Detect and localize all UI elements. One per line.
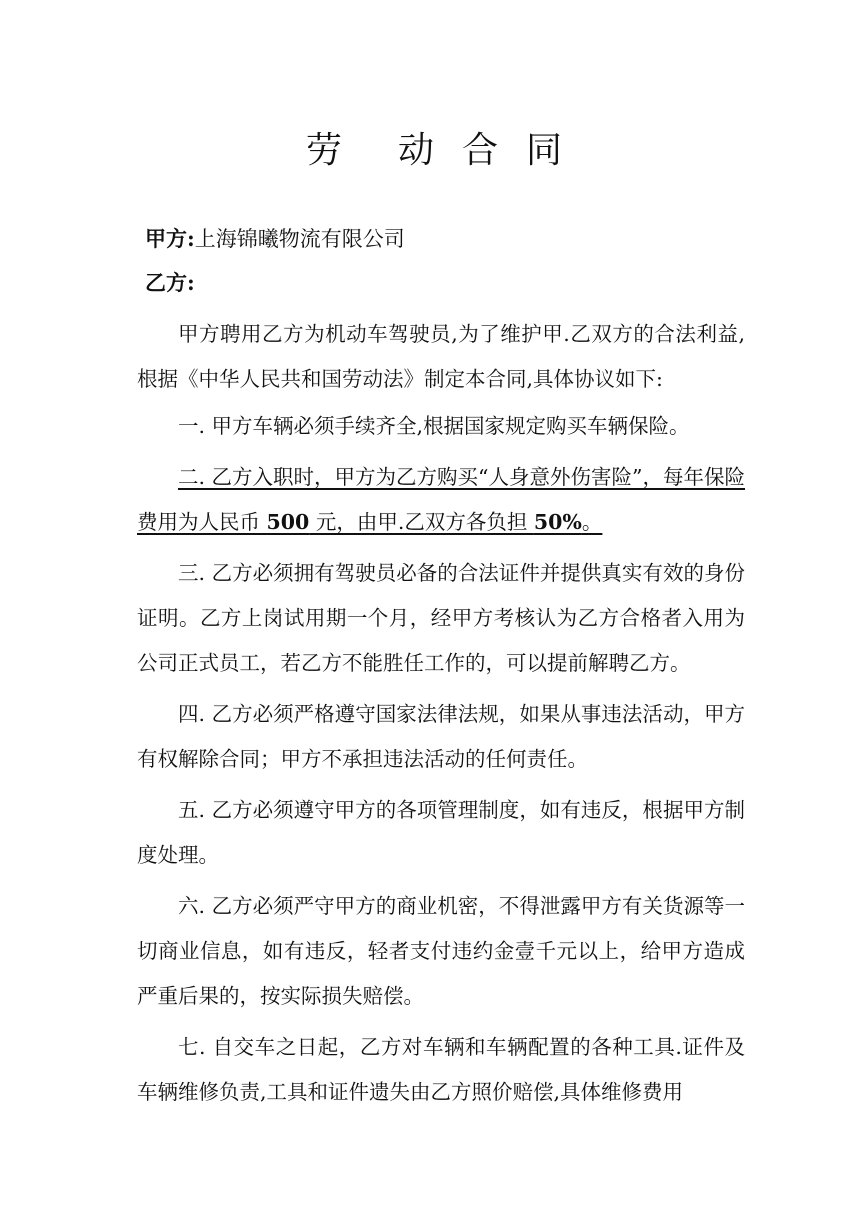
clause-6: 六. 乙方必须严守甲方的商业机密，不得泄露甲方有关货源等一切商业信息，如有违反，轻者支付违约金壹千元以上，给甲方造成严重后果的，按实际损失赔偿。 bbox=[137, 894, 745, 1008]
clause-2-text-a: 二. 乙方入职时，甲方为乙方购买“人身意外伤害险”，每年保险费用为人民币 bbox=[137, 465, 745, 534]
clause-3: 三. 乙方必须拥有驾驶员必备的合法证件并提供真实有效的身份证明。乙方上岗试用期一个月，经甲方考核认为乙方合格者入用为公司正式员工，若乙方不能胜任工作的，可以提前解聘乙方。 bbox=[137, 561, 745, 675]
intro-paragraph: 甲方聘用乙方为机动车驾驶员,为了维护甲.乙双方的合法利益,根据《中华人民共和国劳动法》制定本合同,具体协议如下: bbox=[137, 322, 745, 391]
clause-7: 七. 自交车之日起，乙方对车辆和车辆配置的各种工具.证件及车辆维修负责,工具和证件遗失由乙方照价赔偿,具体维修费用 bbox=[137, 1035, 745, 1104]
clause-2-text-c: 。 bbox=[581, 510, 603, 534]
title-char-1: 劳 bbox=[305, 130, 342, 171]
title-char-4: 同 bbox=[526, 130, 563, 171]
title-char-3: 合 bbox=[462, 130, 499, 171]
clause-4: 四. 乙方必须严格遵守国家法律法规，如果从事违法活动，甲方有权解除合同；甲方不承担违法活动的任何责任。 bbox=[137, 702, 745, 771]
clause-2-percent: 50% bbox=[533, 510, 582, 534]
contract-body bbox=[137, 312, 745, 1121]
clause-2 bbox=[137, 455, 745, 545]
party-b-line bbox=[145, 268, 195, 298]
clause-2-text-b: 元，由甲.乙双方各负担 bbox=[309, 510, 534, 534]
party-a-line bbox=[145, 224, 405, 254]
title-char-2: 动 bbox=[397, 130, 434, 171]
party-a-label: 甲方: bbox=[145, 226, 195, 251]
document-title bbox=[0, 122, 868, 173]
party-a-name: 上海锦曦物流有限公司 bbox=[194, 227, 405, 251]
clause-5: 五. 乙方必须遵守甲方的各项管理制度，如有违反，根据甲方制度处理。 bbox=[137, 798, 745, 867]
clause-2-amount: 500 bbox=[266, 510, 310, 534]
clause-1: 一. 甲方车辆必须手续齐全,根据国家规定购买车辆保险。 bbox=[178, 414, 690, 438]
party-b-label: 乙方: bbox=[145, 270, 195, 295]
